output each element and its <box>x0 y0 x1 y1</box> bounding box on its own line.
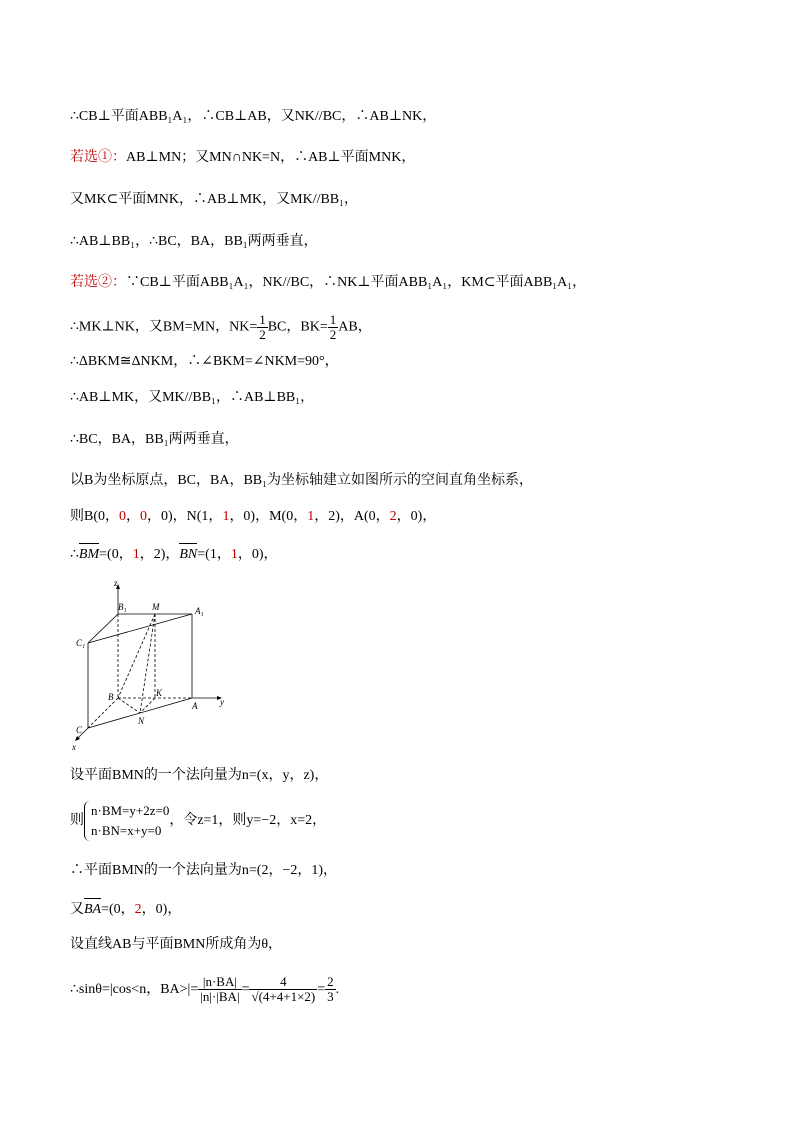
frac-den: 3 <box>327 989 334 1005</box>
edge-c1a1 <box>88 614 192 643</box>
line-2 <box>70 149 415 167</box>
line-12 <box>70 546 278 564</box>
t-red: 0 <box>140 509 147 524</box>
t: =(0， <box>101 902 135 917</box>
t: 则B(0， <box>70 509 119 524</box>
t-red: 0 <box>119 509 126 524</box>
label-c1: C₁ <box>76 638 86 648</box>
fraction-2 <box>249 975 317 1004</box>
t: ，0)， <box>396 509 437 524</box>
fraction-3 <box>325 975 336 1004</box>
t: ，0)， <box>141 902 182 917</box>
line-18 <box>70 972 339 1008</box>
t: = <box>241 982 250 997</box>
t: ，0)， <box>237 547 278 562</box>
frac-num: 2 <box>327 974 334 990</box>
line-17: 设直线AB与平面BMN所成角为θ， <box>70 937 283 952</box>
label-k: K <box>156 688 163 698</box>
label-a: A <box>192 701 198 711</box>
frac-num: 1 <box>259 312 266 327</box>
t: =(0， <box>99 547 133 562</box>
t: ，2)，A(0， <box>314 509 390 524</box>
option-1-label: 若选①： <box>70 150 126 165</box>
line-4: ∴AB⊥BB₁，∴BC，BA，BB₁两两垂直， <box>70 234 318 249</box>
t: ， <box>126 509 140 524</box>
frac-num: 1 <box>329 312 337 327</box>
frac-den: 2 <box>329 327 337 342</box>
frac-den: |n|·|BA| <box>200 989 240 1005</box>
frac-num: 4 <box>249 975 317 990</box>
vector-bm: BM <box>78 547 100 562</box>
fraction-half-1 <box>257 313 268 342</box>
t-red: 2 <box>134 902 142 917</box>
fraction-half-2 <box>328 313 339 342</box>
vector-ba: BA <box>84 902 102 917</box>
line-11 <box>70 508 436 526</box>
t: ∴ <box>70 547 79 562</box>
label-b: B <box>108 692 114 702</box>
line-6-part-b: BC，BK= <box>267 319 328 335</box>
line-7: ∴ΔBKM≅ΔNKM，∴∠BKM=∠NKM=90°， <box>70 354 339 369</box>
line-6-part-a: ∴MK⊥NK，又BM=MN，NK= <box>70 319 258 335</box>
t: ∴sinθ=|cos<n，BA>|= <box>70 982 199 997</box>
line-3: 又MK⊂平面MNK，∴AB⊥MK，又MK//BB₁， <box>70 192 359 207</box>
edge-mb <box>118 614 155 698</box>
line-14 <box>70 801 326 841</box>
label-c: C <box>76 725 83 735</box>
edge-bn <box>118 698 140 713</box>
prism-coordinate-figure <box>70 578 240 753</box>
frac-den: 2 <box>259 327 266 342</box>
line-10: 以B为坐标原点，BC，BA，BB₁为坐标轴建立如图所示的空间直角坐标系， <box>70 473 534 488</box>
line-6 <box>70 313 372 342</box>
t: = <box>317 982 326 997</box>
line-13: 设平面BMN的一个法向量为n=(x，y，z)， <box>70 768 329 783</box>
t-red: 2 <box>389 509 397 524</box>
t: ，2)， <box>139 547 180 562</box>
line-5 <box>70 274 586 292</box>
t: 又 <box>70 902 84 917</box>
frac-den: √(4+4+1×2) <box>251 989 316 1005</box>
line-9: ∴BC，BA，BB₁两两垂直， <box>70 432 239 447</box>
label-x: x <box>72 742 76 752</box>
t-red: 1 <box>222 509 230 524</box>
line-8: ∴AB⊥MK，又MK//BB₁，∴AB⊥BB₁， <box>70 390 315 405</box>
t: ，0)，N(1， <box>147 509 223 524</box>
t: ，令z=1，则y=−2，x=2， <box>169 813 327 829</box>
line-5-text: ∵CB⊥平面ABB₁A₁，NK//BC，∴NK⊥平面ABB₁A₁，KM⊂平面ABB₁A₁， <box>126 275 587 290</box>
t: . <box>335 982 340 997</box>
t: 则 <box>70 813 84 829</box>
line-15: ∴平面BMN的一个法向量为n=(2，−2，1)， <box>70 863 338 878</box>
equation-system <box>84 801 169 841</box>
label-m: M <box>152 602 160 612</box>
vector-bn: BN <box>179 547 198 562</box>
option-2-label: 若选②： <box>70 275 126 290</box>
line-6-part-c: AB， <box>338 319 372 335</box>
label-z: z <box>114 578 118 588</box>
edge-mn <box>140 614 155 713</box>
equation-2: n·BN=x+y=0 <box>91 823 162 838</box>
label-n: N <box>138 716 145 726</box>
label-y: y <box>220 697 224 707</box>
fraction-1 <box>198 975 241 1004</box>
label-a1: A₁ <box>195 606 204 616</box>
line-1: ∴CB⊥平面ABB₁A₁，∴CB⊥AB，又NK//BC，∴AB⊥NK， <box>70 109 437 124</box>
t-red: 1 <box>132 547 140 562</box>
line-16 <box>70 901 181 919</box>
label-b1: B₁ <box>118 602 127 612</box>
frac-num: |n·BA| <box>198 975 241 990</box>
equation-1: n·BM=y+2z=0 <box>91 803 170 818</box>
line-2-text: AB⊥MN；又MN∩NK=N，∴AB⊥平面MNK， <box>126 150 416 165</box>
t-red: 1 <box>307 509 315 524</box>
t-red: 1 <box>230 547 238 562</box>
t: ，0)，M(0， <box>229 509 308 524</box>
t: =(1， <box>197 547 231 562</box>
